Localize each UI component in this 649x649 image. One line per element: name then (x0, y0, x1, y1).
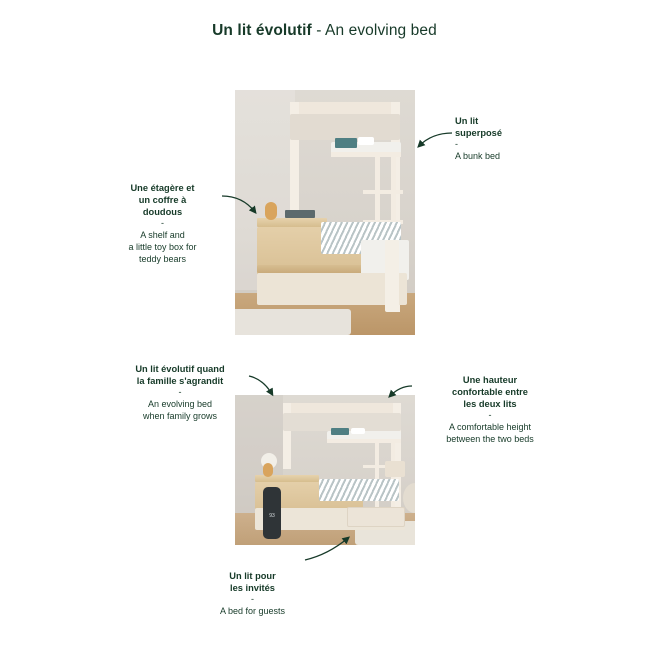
callout-bunk-bed-dash: - (455, 139, 458, 149)
page-title-fr: Un lit évolutif (212, 22, 312, 39)
toy-box (385, 461, 405, 477)
upper-bunk-canopy (290, 114, 400, 140)
callout-comfortable-height (415, 374, 565, 445)
callout-evolving-fr-line1: Un lit évolutif quand (135, 364, 225, 374)
callout-shelf-toy-box (105, 182, 220, 265)
callout-evolving-en-line1: An evolving bed (147, 399, 213, 409)
callout-shelf-fr-line3: doudous (142, 207, 183, 217)
lower-bed-side-rail (385, 240, 399, 312)
shelf-items (285, 210, 315, 218)
upper-bunk-pillow (358, 137, 374, 145)
toy-roll-2 (263, 463, 273, 477)
lower-bed-bedding-2 (319, 479, 399, 501)
callout-height-dash: - (488, 410, 492, 420)
callout-evolving-dash: - (178, 387, 182, 397)
callout-guest-dash: - (251, 594, 254, 604)
callout-bunk-bed (455, 115, 565, 162)
skateboard-number: 93 (269, 513, 275, 519)
callout-evolving-bed (110, 363, 250, 422)
page-title (0, 22, 649, 40)
skateboard (263, 487, 281, 539)
callout-shelf-en-line2: a little toy box for (128, 242, 197, 252)
arrow-bunk-bed (419, 133, 452, 146)
callout-evolving-fr-line2: la famille s'agrandit (136, 376, 224, 386)
callout-height-fr-line1: Une hauteur (462, 375, 518, 385)
ladder-rail-vertical-1-2 (375, 443, 379, 513)
callout-shelf-dash: - (161, 218, 164, 228)
callout-bunk-bed-fr-line2: superposé (455, 128, 503, 138)
upper-bunk-guard-rail-2 (327, 439, 401, 443)
callout-height-en-line1: A comfortable height (448, 422, 532, 432)
callout-shelf-en-line1: A shelf and (140, 230, 185, 240)
upper-bunk-top-rail-2 (283, 403, 401, 413)
guest-bed-drawer (347, 507, 405, 527)
callout-height-en-line2: between the two beds (446, 434, 534, 444)
arrow-evolving-bed (249, 376, 272, 394)
callout-guest-bed (195, 570, 310, 617)
callout-guest-fr-line2: les invités (230, 583, 275, 593)
toy-roll (265, 202, 277, 220)
callout-shelf-fr-line2: un coffre à (138, 195, 187, 205)
callout-height-fr-line3: les deux lits (463, 399, 517, 409)
upper-bunk-pillow-2 (351, 428, 365, 434)
page-title-separator: - (311, 22, 326, 39)
upper-bunk-blanket (335, 138, 357, 148)
callout-shelf-en-line3: teddy bears (138, 254, 187, 264)
callout-guest-fr-line1: Un lit pour (229, 571, 276, 581)
callout-evolving-en-line2: when family grows (142, 411, 218, 421)
floor-rug (235, 309, 351, 335)
ladder-rail-vertical-2-2 (391, 443, 395, 513)
callout-height-fr-line2: confortable entre (452, 387, 528, 397)
photo-bunk-bed-bottom (235, 395, 415, 545)
page-title-en: An evolving bed (325, 22, 437, 39)
callout-guest-en-line1: A bed for guests (219, 606, 286, 616)
upper-bunk-top-rail (290, 102, 400, 114)
ladder-step-1 (363, 190, 403, 194)
lower-bed-footboard-edge (257, 265, 369, 273)
photo-bunk-bed-top (235, 90, 415, 335)
callout-shelf-fr-line1: Une étagère et (130, 183, 195, 193)
upper-bunk-blanket-2 (331, 428, 349, 435)
callout-bunk-bed-en-line1: A bunk bed (455, 151, 501, 161)
callout-bunk-bed-fr-line1: Un lit (455, 116, 479, 126)
